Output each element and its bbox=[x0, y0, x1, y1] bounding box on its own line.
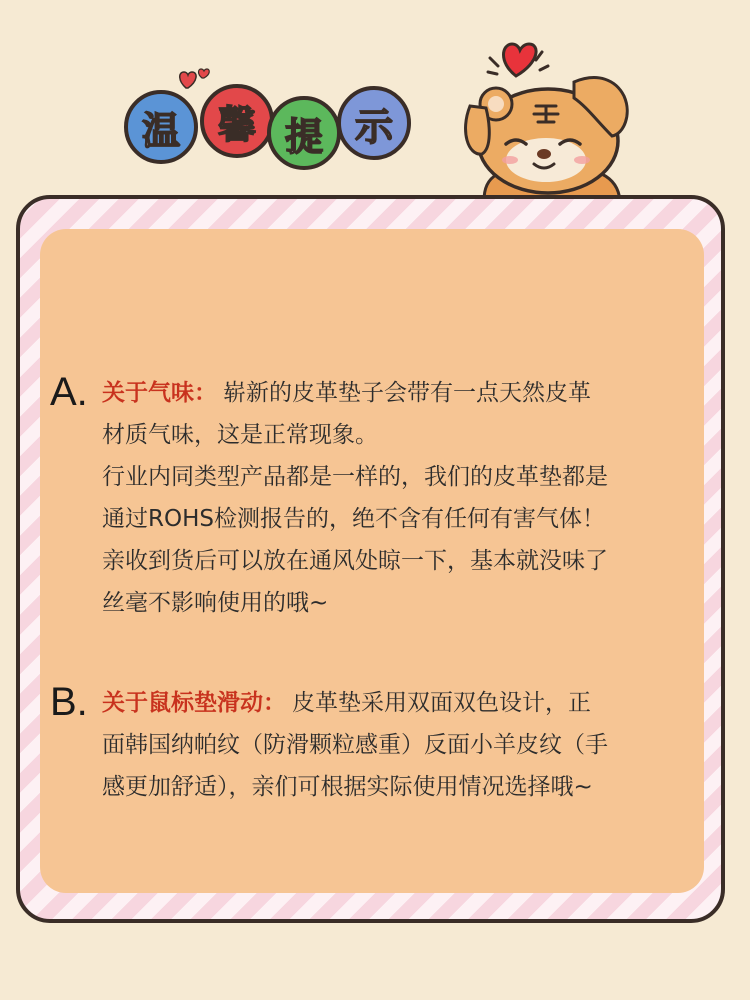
section-b-line-3: 感更加舒适），亲们可根据实际使用情况选择哦~ bbox=[102, 774, 593, 800]
section-b-letter: B. bbox=[50, 680, 88, 724]
section-a-first-line bbox=[102, 372, 692, 414]
title-badge-4: 示 bbox=[337, 86, 411, 160]
section-b-line-2: 面韩国纳帕纹（防滑颗粒感重）反面小羊皮纹（手 bbox=[102, 732, 608, 758]
small-heart-icon bbox=[176, 66, 216, 92]
section-a-line-1: 崭新的皮革垫子会带有一点天然皮革 bbox=[223, 380, 591, 406]
section-a-line-5: 亲收到货后可以放在通风处晾一下，基本就没味了 bbox=[102, 548, 608, 574]
section-a-line-4: 通过ROHS检测报告的，绝不含有任何有害气体！ bbox=[102, 506, 605, 532]
title-badge-3: 提 bbox=[267, 96, 341, 170]
section-b-text bbox=[102, 682, 692, 808]
section-b-first-line bbox=[102, 682, 692, 724]
section-a-heading: 关于气味： bbox=[102, 380, 217, 406]
section-b-heading: 关于鼠标垫滑动： bbox=[102, 690, 286, 716]
section-a-letter: A. bbox=[50, 370, 88, 414]
title-badge-2: 馨 bbox=[200, 84, 274, 158]
section-b-line-1: 皮革垫采用双面双色设计，正 bbox=[292, 690, 591, 716]
title-badge-1: 温 bbox=[124, 90, 198, 164]
section-a-line-3: 行业内同类型产品都是一样的，我们的皮革垫都是 bbox=[102, 464, 608, 490]
tiger-mascot-icon bbox=[448, 36, 648, 201]
section-a-text bbox=[102, 372, 692, 624]
section-a-line-6: 丝毫不影响使用的哦~ bbox=[102, 590, 329, 616]
section-a-line-2: 材质气味，这是正常现象。 bbox=[102, 422, 378, 448]
